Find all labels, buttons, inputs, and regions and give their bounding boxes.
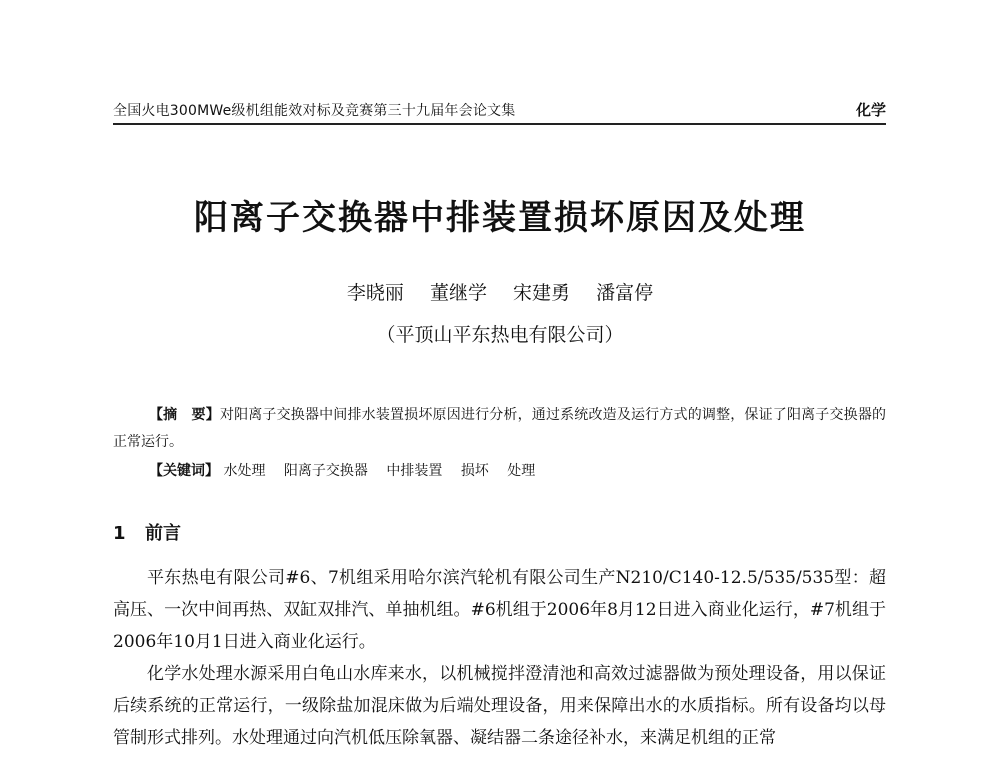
author-name: 潘富停 <box>596 282 654 304</box>
author-name: 李晓丽 <box>346 282 404 304</box>
keyword: 损坏 <box>460 463 489 479</box>
keyword: 阳离子交换器 <box>283 463 368 479</box>
section-title: 前言 <box>145 523 181 544</box>
section-number: 1 <box>113 523 126 544</box>
header-rule <box>113 123 886 125</box>
abstract-text: 对阳离子交换器中间排水装置损坏原因进行分析，通过系统改造及运行方式的调整，保证了阳离子交换器的正常运行。 <box>113 407 887 450</box>
body-paragraph: 化学水处理水源采用白龟山水库来水，以机械搅拌澄清池和高效过滤器做为预处理设备，用以保证后续系统的正常运行，一级除盐加混床做为后端处理设备，用来保障出水的水质指标。所有设备均以母管制形式排列。水处理通过向汽机低压除氧器、凝结器二条途径补水，来满足机组的正常 <box>113 664 886 748</box>
body-paragraph: 平东热电有限公司#6、7机组采用哈尔滨汽轮机有限公司生产N210/C140-12.5/535/535型：超高压、一次中间再热、双缸双排汽、单抽机组。#6机组于2006年8月12日进入商业化运行，#7机组于2006年10月1日进入商业化运行。 <box>113 568 886 652</box>
section-heading <box>113 519 181 545</box>
running-header-right: 化学 <box>855 101 886 119</box>
running-header-left: 全国火电300MWe级机组能效对标及竞赛第三十九届年会论文集 <box>113 103 516 119</box>
keyword: 中排装置 <box>386 463 443 479</box>
author-name: 董继学 <box>429 282 487 304</box>
abstract-label: 【摘 要】 <box>149 407 220 423</box>
affiliation: （平顶山平东热电有限公司） <box>376 324 624 346</box>
keyword: 水处理 <box>223 463 266 479</box>
keyword: 处理 <box>507 463 536 479</box>
author-list <box>0 278 1000 305</box>
keywords-label: 【关键词】 <box>149 463 219 479</box>
paper-title: 阳离子交换器中排装置损坏原因及处理 <box>194 198 806 238</box>
keywords <box>149 458 549 485</box>
abstract <box>113 402 886 456</box>
author-name: 宋建勇 <box>513 282 571 304</box>
